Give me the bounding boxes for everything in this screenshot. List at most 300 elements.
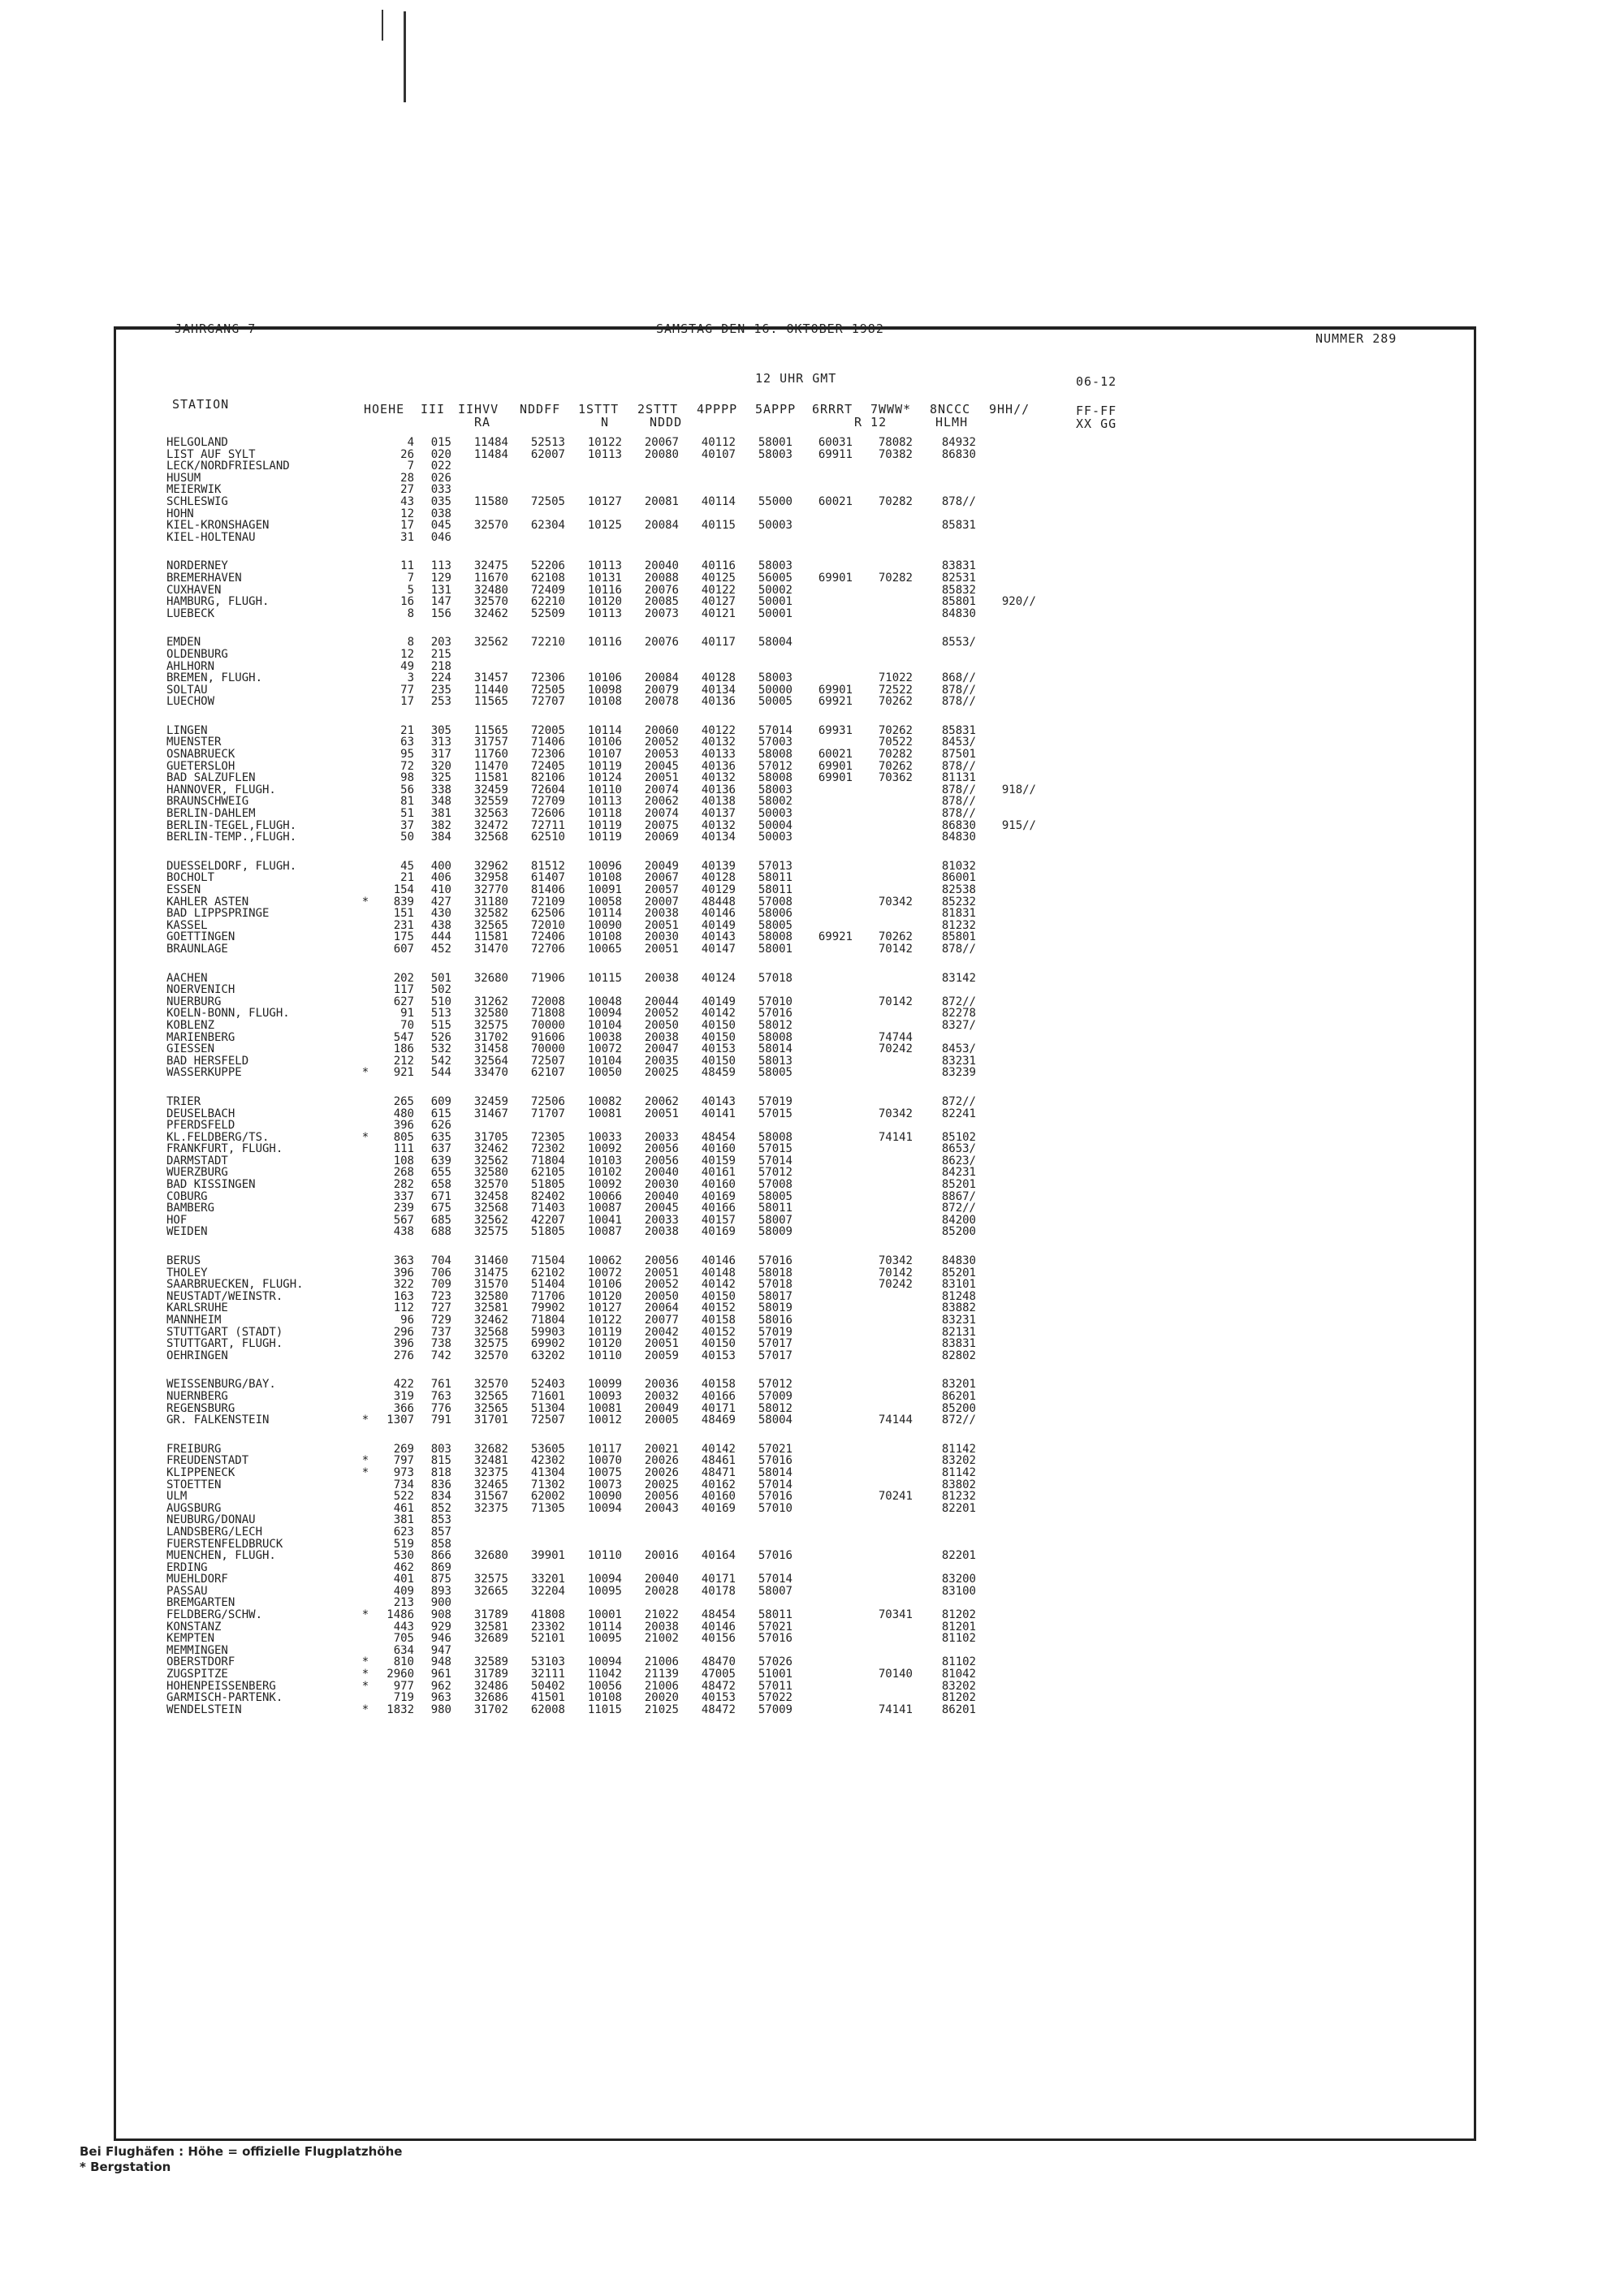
obs-cell: 40125: [701, 571, 736, 585]
table-row: [166, 1032, 1141, 1044]
obs-cell: [793, 1167, 853, 1179]
mountain-marker: [357, 1155, 374, 1167]
obs-cell: 40150: [701, 1018, 736, 1032]
mountain-marker: [357, 861, 374, 873]
obs-cell: 56: [400, 783, 414, 796]
obs-cell: 20025: [644, 1478, 679, 1491]
mountain-marker: *: [361, 1130, 369, 1144]
obs-cell: 20051: [644, 918, 679, 932]
obs-cell: [853, 1526, 913, 1539]
obs-cell: 20043: [644, 1501, 679, 1515]
obs-cell: 655: [430, 1166, 451, 1180]
obs-cell: 58013: [758, 1054, 793, 1068]
obs-cell: 81042: [941, 1668, 976, 1681]
col-c6: 5APPP: [755, 402, 797, 416]
obs-cell: 50001: [758, 606, 793, 620]
obs-cell: 40150: [701, 1054, 736, 1068]
obs-cell: 28: [400, 471, 414, 485]
obs-cell: [853, 1120, 913, 1132]
obs-cell: [853, 1155, 913, 1167]
obs-cell: 81142: [941, 1442, 976, 1456]
obs-cell: 31262: [473, 995, 508, 1008]
obs-cell: 10093: [587, 1389, 622, 1403]
obs-cell: [793, 973, 853, 985]
obs-cell: [736, 1597, 793, 1609]
obs-cell: 40169: [701, 1225, 736, 1239]
obs-cell: [793, 484, 853, 496]
obs-cell: 20051: [644, 1337, 679, 1351]
obs-cell: [565, 508, 622, 520]
obs-cell: 21006: [644, 1679, 679, 1693]
obs-cell: 70142: [878, 995, 913, 1008]
obs-cell: 723: [430, 1289, 451, 1303]
obs-cell: 32568: [473, 1202, 508, 1215]
obs-cell: 40107: [701, 447, 736, 461]
obs-cell: 71504: [530, 1254, 565, 1268]
obs-cell: [793, 984, 853, 996]
obs-cell: [976, 761, 1036, 773]
obs-cell: [679, 460, 736, 473]
table-row: [166, 1120, 1141, 1132]
mountain-marker: [357, 1645, 374, 1657]
obs-cell: 85831: [941, 723, 976, 737]
obs-cell: [793, 1055, 853, 1068]
obs-cell: 32564: [473, 1054, 508, 1068]
station-name: BERLIN-TEGEL,FLUGH.: [166, 818, 297, 832]
obs-cell: 58019: [758, 1301, 793, 1315]
obs-cell: 32570: [473, 1349, 508, 1362]
date-label: SAMSTAG DEN 16. OKTOBER 1982: [656, 322, 884, 336]
obs-cell: 532: [430, 1042, 451, 1056]
obs-cell: 57012: [758, 1378, 793, 1392]
obs-cell: 40171: [701, 1573, 736, 1586]
obs-cell: 10095: [587, 1632, 622, 1646]
obs-cell: [853, 637, 913, 649]
station-name: WUERZBURG: [166, 1166, 228, 1180]
obs-cell: 20074: [644, 807, 679, 821]
obs-cell: 154: [393, 883, 414, 896]
obs-cell: 31457: [473, 671, 508, 685]
obs-cell: 58011: [758, 1202, 793, 1215]
obs-cell: 10108: [587, 695, 622, 709]
obs-cell: 948: [430, 1655, 451, 1669]
obs-cell: 83231: [941, 1054, 976, 1068]
obs-cell: [853, 532, 913, 544]
obs-cell: [853, 1327, 913, 1339]
obs-cell: 57011: [758, 1679, 793, 1693]
obs-cell: 269: [393, 1442, 414, 1456]
station-name: LUEBECK: [166, 606, 215, 620]
obs-cell: 69901: [818, 683, 853, 697]
obs-cell: 268: [393, 1166, 414, 1180]
obs-cell: 32481: [473, 1454, 508, 1468]
mountain-marker: [357, 1043, 374, 1055]
obs-cell: 10120: [587, 595, 622, 609]
obs-cell: 51: [400, 807, 414, 821]
col-c2: NDDFF: [520, 402, 561, 416]
station-name: MUEHLDORF: [166, 1573, 228, 1586]
obs-cell: 40156: [701, 1632, 736, 1646]
obs-cell: 046: [430, 530, 451, 544]
table-row: [166, 1132, 1141, 1144]
obs-cell: 70000: [530, 1042, 565, 1056]
obs-cell: 704: [430, 1254, 451, 1268]
table-row: [166, 996, 1141, 1008]
obs-cell: 430: [430, 907, 451, 921]
obs-cell: 10072: [587, 1266, 622, 1280]
station-name: LECK/NORDFRIESLAND: [166, 460, 290, 473]
mountain-marker: [357, 473, 374, 485]
obs-cell: 112: [393, 1301, 414, 1315]
obs-cell: 58018: [758, 1266, 793, 1280]
obs-cell: [451, 460, 508, 473]
mountain-marker: [357, 585, 374, 597]
obs-cell: [622, 1645, 679, 1657]
obs-cell: 852: [430, 1501, 451, 1515]
obs-cell: 32204: [530, 1584, 565, 1598]
obs-cell: [976, 808, 1036, 820]
obs-cell: [565, 661, 622, 673]
obs-cell: 50003: [758, 519, 793, 533]
obs-cell: [976, 1692, 1036, 1704]
obs-cell: 81512: [530, 859, 565, 873]
obs-cell: 32686: [473, 1691, 508, 1705]
obs-cell: 742: [430, 1349, 451, 1362]
obs-cell: 319: [393, 1389, 414, 1403]
obs-cell: 70282: [878, 748, 913, 762]
obs-cell: 853: [430, 1513, 451, 1527]
obs-cell: 20064: [644, 1301, 679, 1315]
obs-cell: 20076: [644, 636, 679, 650]
obs-cell: 526: [430, 1030, 451, 1044]
obs-cell: 32770: [473, 883, 508, 896]
obs-cell: 72707: [530, 695, 565, 709]
obs-cell: 57021: [758, 1620, 793, 1634]
obs-cell: 32559: [473, 795, 508, 809]
station-name: WEIDEN: [166, 1225, 208, 1239]
obs-cell: 69931: [818, 723, 853, 737]
obs-cell: [976, 684, 1036, 697]
table-row: [166, 796, 1141, 808]
obs-cell: 639: [430, 1154, 451, 1167]
station-name: DUESSELDORF, FLUGH.: [166, 859, 297, 873]
obs-cell: [793, 1032, 853, 1044]
obs-cell: [793, 896, 853, 908]
obs-cell: [793, 1656, 853, 1668]
obs-cell: 32562: [473, 1213, 508, 1227]
obs-cell: [793, 796, 853, 808]
obs-cell: 69911: [818, 447, 853, 461]
mountain-marker: [357, 1526, 374, 1539]
obs-cell: 719: [393, 1691, 414, 1705]
obs-cell: [853, 520, 913, 532]
obs-cell: 57009: [758, 1389, 793, 1403]
obs-cell: 32472: [473, 818, 508, 832]
obs-cell: 688: [430, 1225, 451, 1239]
obs-cell: 20080: [644, 447, 679, 461]
obs-cell: 58003: [758, 447, 793, 461]
obs-cell: 320: [430, 759, 451, 773]
obs-cell: [853, 649, 913, 661]
table-row: [166, 585, 1141, 597]
obs-cell: 50004: [758, 818, 793, 832]
obs-cell: 20020: [644, 1691, 679, 1705]
table-row: [166, 1155, 1141, 1167]
obs-cell: [976, 984, 1036, 996]
obs-cell: 872//: [941, 995, 976, 1008]
obs-cell: 91606: [530, 1030, 565, 1044]
obs-cell: 40134: [701, 831, 736, 844]
obs-cell: 58014: [758, 1465, 793, 1479]
obs-cell: 31789: [473, 1668, 508, 1681]
obs-cell: [913, 984, 976, 996]
obs-cell: [793, 460, 853, 473]
obs-cell: [853, 984, 913, 996]
mountain-marker: [357, 1539, 374, 1551]
obs-cell: 878//: [941, 783, 976, 796]
mountain-marker: [357, 661, 374, 673]
obs-cell: [508, 1526, 565, 1539]
obs-cell: 32462: [473, 1314, 508, 1327]
obs-cell: 40152: [701, 1325, 736, 1339]
table-row: [166, 1055, 1141, 1068]
station-name: BAD LIPPSPRINGE: [166, 907, 270, 921]
obs-cell: [793, 1391, 853, 1403]
table-row: [166, 508, 1141, 520]
table-row: [166, 973, 1141, 985]
obs-cell: [976, 1055, 1036, 1068]
obs-cell: 57003: [758, 736, 793, 749]
obs-cell: 58003: [758, 559, 793, 573]
obs-cell: [793, 1096, 853, 1108]
obs-cell: [793, 1597, 853, 1609]
obs-cell: 57019: [758, 1325, 793, 1339]
obs-cell: [853, 1008, 913, 1020]
obs-cell: 81202: [941, 1608, 976, 1622]
station-name: BREMGARTEN: [166, 1596, 235, 1610]
obs-cell: 85200: [941, 1401, 976, 1415]
obs-cell: 31570: [473, 1278, 508, 1292]
obs-cell: [853, 596, 913, 608]
obs-cell: 338: [430, 783, 451, 796]
obs-cell: 10065: [587, 942, 622, 956]
obs-cell: 11015: [587, 1703, 622, 1716]
obs-cell: 40171: [701, 1401, 736, 1415]
obs-cell: 10114: [587, 1620, 622, 1634]
obs-cell: [976, 672, 1036, 684]
station-table: [166, 437, 1141, 1733]
obs-cell: [622, 649, 679, 661]
obs-cell: 84932: [941, 436, 976, 449]
obs-cell: 82241: [941, 1107, 976, 1120]
obs-time: 12 UHR GMT: [755, 371, 837, 386]
obs-cell: [508, 1120, 565, 1132]
obs-cell: [976, 725, 1036, 737]
obs-cell: 47005: [701, 1668, 736, 1681]
obs-cell: 72405: [530, 759, 565, 773]
obs-cell: [793, 1668, 853, 1681]
obs-cell: [793, 1444, 853, 1456]
obs-cell: 23302: [530, 1620, 565, 1634]
obs-cell: [679, 984, 736, 996]
obs-cell: 675: [430, 1202, 451, 1215]
obs-cell: [793, 637, 853, 649]
obs-cell: 82201: [941, 1549, 976, 1563]
obs-cell: 84200: [941, 1213, 976, 1227]
obs-cell: 20040: [644, 559, 679, 573]
obs-cell: [793, 920, 853, 932]
obs-cell: 530: [393, 1549, 414, 1563]
obs-cell: 40146: [701, 907, 736, 921]
col-c11: FF-FF: [1076, 404, 1117, 418]
obs-cell: [853, 973, 913, 985]
obs-cell: 40157: [701, 1213, 736, 1227]
obs-cell: 57008: [758, 895, 793, 908]
mountain-marker: [357, 1633, 374, 1645]
obs-cell: 83100: [941, 1584, 976, 1598]
mountain-marker: [357, 820, 374, 832]
obs-cell: 20051: [644, 771, 679, 785]
obs-cell: [853, 1179, 913, 1191]
obs-cell: [793, 1179, 853, 1191]
station-name: KEMPTEN: [166, 1632, 215, 1646]
station-name: MEIERWIK: [166, 483, 222, 497]
obs-cell: 5: [407, 583, 414, 597]
obs-cell: 20056: [644, 1254, 679, 1268]
table-row: [166, 931, 1141, 943]
obs-cell: 834: [430, 1490, 451, 1504]
obs-cell: 40178: [701, 1584, 736, 1598]
issue-number: NUMMER 289: [1315, 331, 1397, 346]
obs-cell: 12: [400, 647, 414, 661]
station-name: ZUGSPITZE: [166, 1668, 228, 1681]
obs-cell: 239: [393, 1202, 414, 1215]
obs-cell: [508, 484, 565, 496]
col-c7: 6RRRT: [812, 402, 853, 416]
table-row: [166, 820, 1141, 832]
mountain-marker: [357, 637, 374, 649]
obs-cell: 57022: [758, 1691, 793, 1705]
obs-cell: 10116: [587, 583, 622, 597]
station-name: DEUSELBACH: [166, 1107, 235, 1120]
obs-cell: [508, 460, 565, 473]
obs-cell: 32962: [473, 859, 508, 873]
obs-cell: [793, 1314, 853, 1327]
obs-cell: 10094: [587, 1573, 622, 1586]
mountain-marker: [357, 649, 374, 661]
jahrgang-label: JAHRGANG 7: [175, 322, 257, 336]
table-row: [166, 1226, 1141, 1238]
station-name: NUERNBERG: [166, 1389, 228, 1403]
station-group: [166, 973, 1141, 1079]
obs-cell: 58008: [758, 748, 793, 762]
obs-cell: 900: [430, 1596, 451, 1610]
station-name: SAARBRUECKEN, FLUGH.: [166, 1278, 304, 1292]
obs-cell: [793, 1609, 853, 1621]
table-row: [166, 1467, 1141, 1479]
obs-cell: 69901: [818, 759, 853, 773]
obs-cell: 962: [430, 1679, 451, 1693]
table-row: [166, 1379, 1141, 1391]
obs-cell: 40169: [701, 1189, 736, 1203]
obs-cell: 57017: [758, 1349, 793, 1362]
obs-cell: 705: [393, 1632, 414, 1646]
obs-cell: [736, 460, 793, 473]
obs-cell: 8: [407, 606, 414, 620]
obs-cell: 83200: [941, 1573, 976, 1586]
obs-cell: 202: [393, 971, 414, 985]
mountain-marker: *: [361, 1608, 369, 1622]
obs-cell: [976, 560, 1036, 572]
station-name: HUSUM: [166, 471, 201, 485]
obs-cell: 57019: [758, 1094, 793, 1108]
table-row: [166, 1008, 1141, 1020]
obs-cell: 10119: [587, 818, 622, 832]
obs-cell: [853, 1656, 913, 1668]
obs-cell: [976, 1155, 1036, 1167]
obs-cell: 40132: [701, 736, 736, 749]
col-sub7: R 12: [854, 415, 888, 429]
obs-cell: [793, 1692, 853, 1704]
obs-cell: [853, 1379, 913, 1391]
obs-cell: 10041: [587, 1213, 622, 1227]
obs-cell: 3: [407, 671, 414, 685]
obs-cell: 805: [393, 1130, 414, 1144]
obs-cell: 71601: [530, 1389, 565, 1403]
obs-cell: 40153: [701, 1349, 736, 1362]
obs-cell: [976, 772, 1036, 784]
obs-cell: [853, 784, 913, 796]
obs-cell: 737: [430, 1325, 451, 1339]
mountain-marker: [357, 1226, 374, 1238]
obs-cell: 95: [400, 748, 414, 762]
obs-cell: 20062: [644, 1094, 679, 1108]
obs-cell: 57013: [758, 859, 793, 873]
obs-cell: [853, 1645, 913, 1657]
station-group: [166, 637, 1141, 708]
obs-cell: 48470: [701, 1655, 736, 1669]
obs-cell: 71406: [530, 736, 565, 749]
obs-cell: [793, 820, 853, 832]
obs-cell: [565, 1120, 622, 1132]
table-row: [166, 1645, 1141, 1657]
obs-cell: 57012: [758, 1166, 793, 1180]
obs-cell: 836: [430, 1478, 451, 1491]
station-name: KONSTANZ: [166, 1620, 222, 1634]
obs-cell: 40116: [701, 559, 736, 573]
station-name: OLDENBURG: [166, 647, 228, 661]
obs-cell: 58003: [758, 671, 793, 685]
mountain-marker: [357, 1143, 374, 1155]
table-row: [166, 520, 1141, 532]
table-row: [166, 1573, 1141, 1586]
table-row: [166, 1179, 1141, 1191]
obs-cell: 70142: [878, 942, 913, 956]
obs-cell: 10114: [587, 723, 622, 737]
obs-cell: [565, 1514, 622, 1526]
col-c3: 1STTT: [578, 402, 620, 416]
obs-cell: [622, 1597, 679, 1609]
obs-cell: [853, 1692, 913, 1704]
obs-cell: [976, 1656, 1036, 1668]
obs-cell: 20076: [644, 583, 679, 597]
station-name: FREIBURG: [166, 1442, 222, 1456]
obs-cell: 10094: [587, 1501, 622, 1515]
table-row: [166, 1668, 1141, 1681]
obs-cell: [793, 1573, 853, 1586]
obs-cell: 10122: [587, 436, 622, 449]
obs-cell: [622, 484, 679, 496]
